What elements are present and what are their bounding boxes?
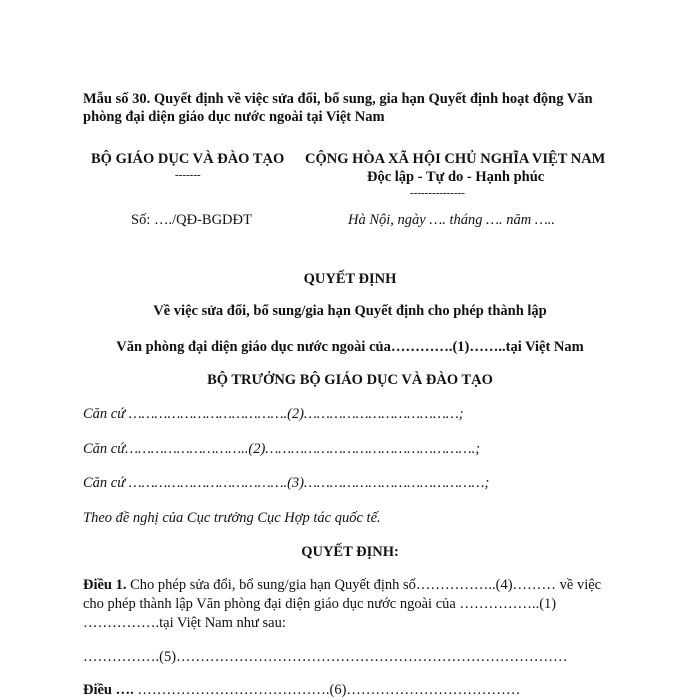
article-1-line-1: [83, 576, 601, 594]
decision-title: QUYẾT ĐỊNH: [303, 271, 397, 287]
article-next-line: [83, 681, 520, 699]
form-title-line-2: phòng đại diện giáo dục nước ngoài tại Việt Nam: [83, 109, 385, 125]
decision-number: Số: …./QĐ-BGDĐT: [131, 212, 252, 228]
country-name: CỘNG HÒA XÃ HỘI CHỦ NGHĨA VIỆT NAM: [305, 151, 606, 167]
motto-rule: ---------------: [410, 187, 465, 199]
ministry-rule: -------: [175, 169, 201, 181]
legal-ground-1: Căn cứ ……………………………….(2)………………………………;: [83, 406, 464, 422]
decision-subject-line-1: Về việc sửa đổi, bổ sung/gia hạn Quyết định cho phép thành lập: [153, 303, 547, 319]
ministry-name: BỘ GIÁO DỤC VÀ ĐÀO TẠO: [91, 151, 285, 167]
decision-subject-line-2: Văn phòng đại diện giáo dục nước ngoài của………….(1)……..tại Việt Nam: [116, 339, 584, 355]
article-next-label: Điều ….: [83, 682, 134, 698]
article-1-label: Điều 1.: [83, 577, 127, 593]
proposal-line: Theo đề nghị của Cục trưởng Cục Hợp tác quốc tế.: [83, 510, 381, 526]
issuing-authority: BỘ TRƯỞNG BỘ GIÁO DỤC VÀ ĐÀO TẠO: [207, 372, 493, 388]
article-next-text: ………………………………….(6)………………………………: [133, 682, 521, 698]
form-title-line-1: Mẫu số 30. Quyết định về việc sửa đổi, bổ sung, gia hạn Quyết định hoạt động Văn: [83, 91, 593, 107]
place-and-date: Hà Nội, ngày …. tháng …. năm …..: [348, 212, 556, 228]
legal-ground-2: Căn cứ………………………..(2)………………………………………….;: [83, 441, 481, 457]
legal-ground-3: Căn cứ ……………………………….(3)……………………………………;: [83, 475, 490, 491]
article-1-line-3: …………….tại Việt Nam như sau:: [83, 615, 286, 631]
article-1-content: …………….(5)………………………………………………………………………: [83, 649, 568, 665]
article-1-line-2: cho phép thành lập Văn phòng đại diện giáo dục nước ngoài của ……………..(1): [83, 596, 557, 612]
article-1-text: Cho phép sửa đổi, bổ sung/gia hạn Quyết định số……………..(4)……… về việc: [126, 577, 602, 593]
decides-heading: QUYẾT ĐỊNH:: [301, 544, 399, 560]
motto: Độc lập - Tự do - Hạnh phúc: [367, 169, 545, 185]
